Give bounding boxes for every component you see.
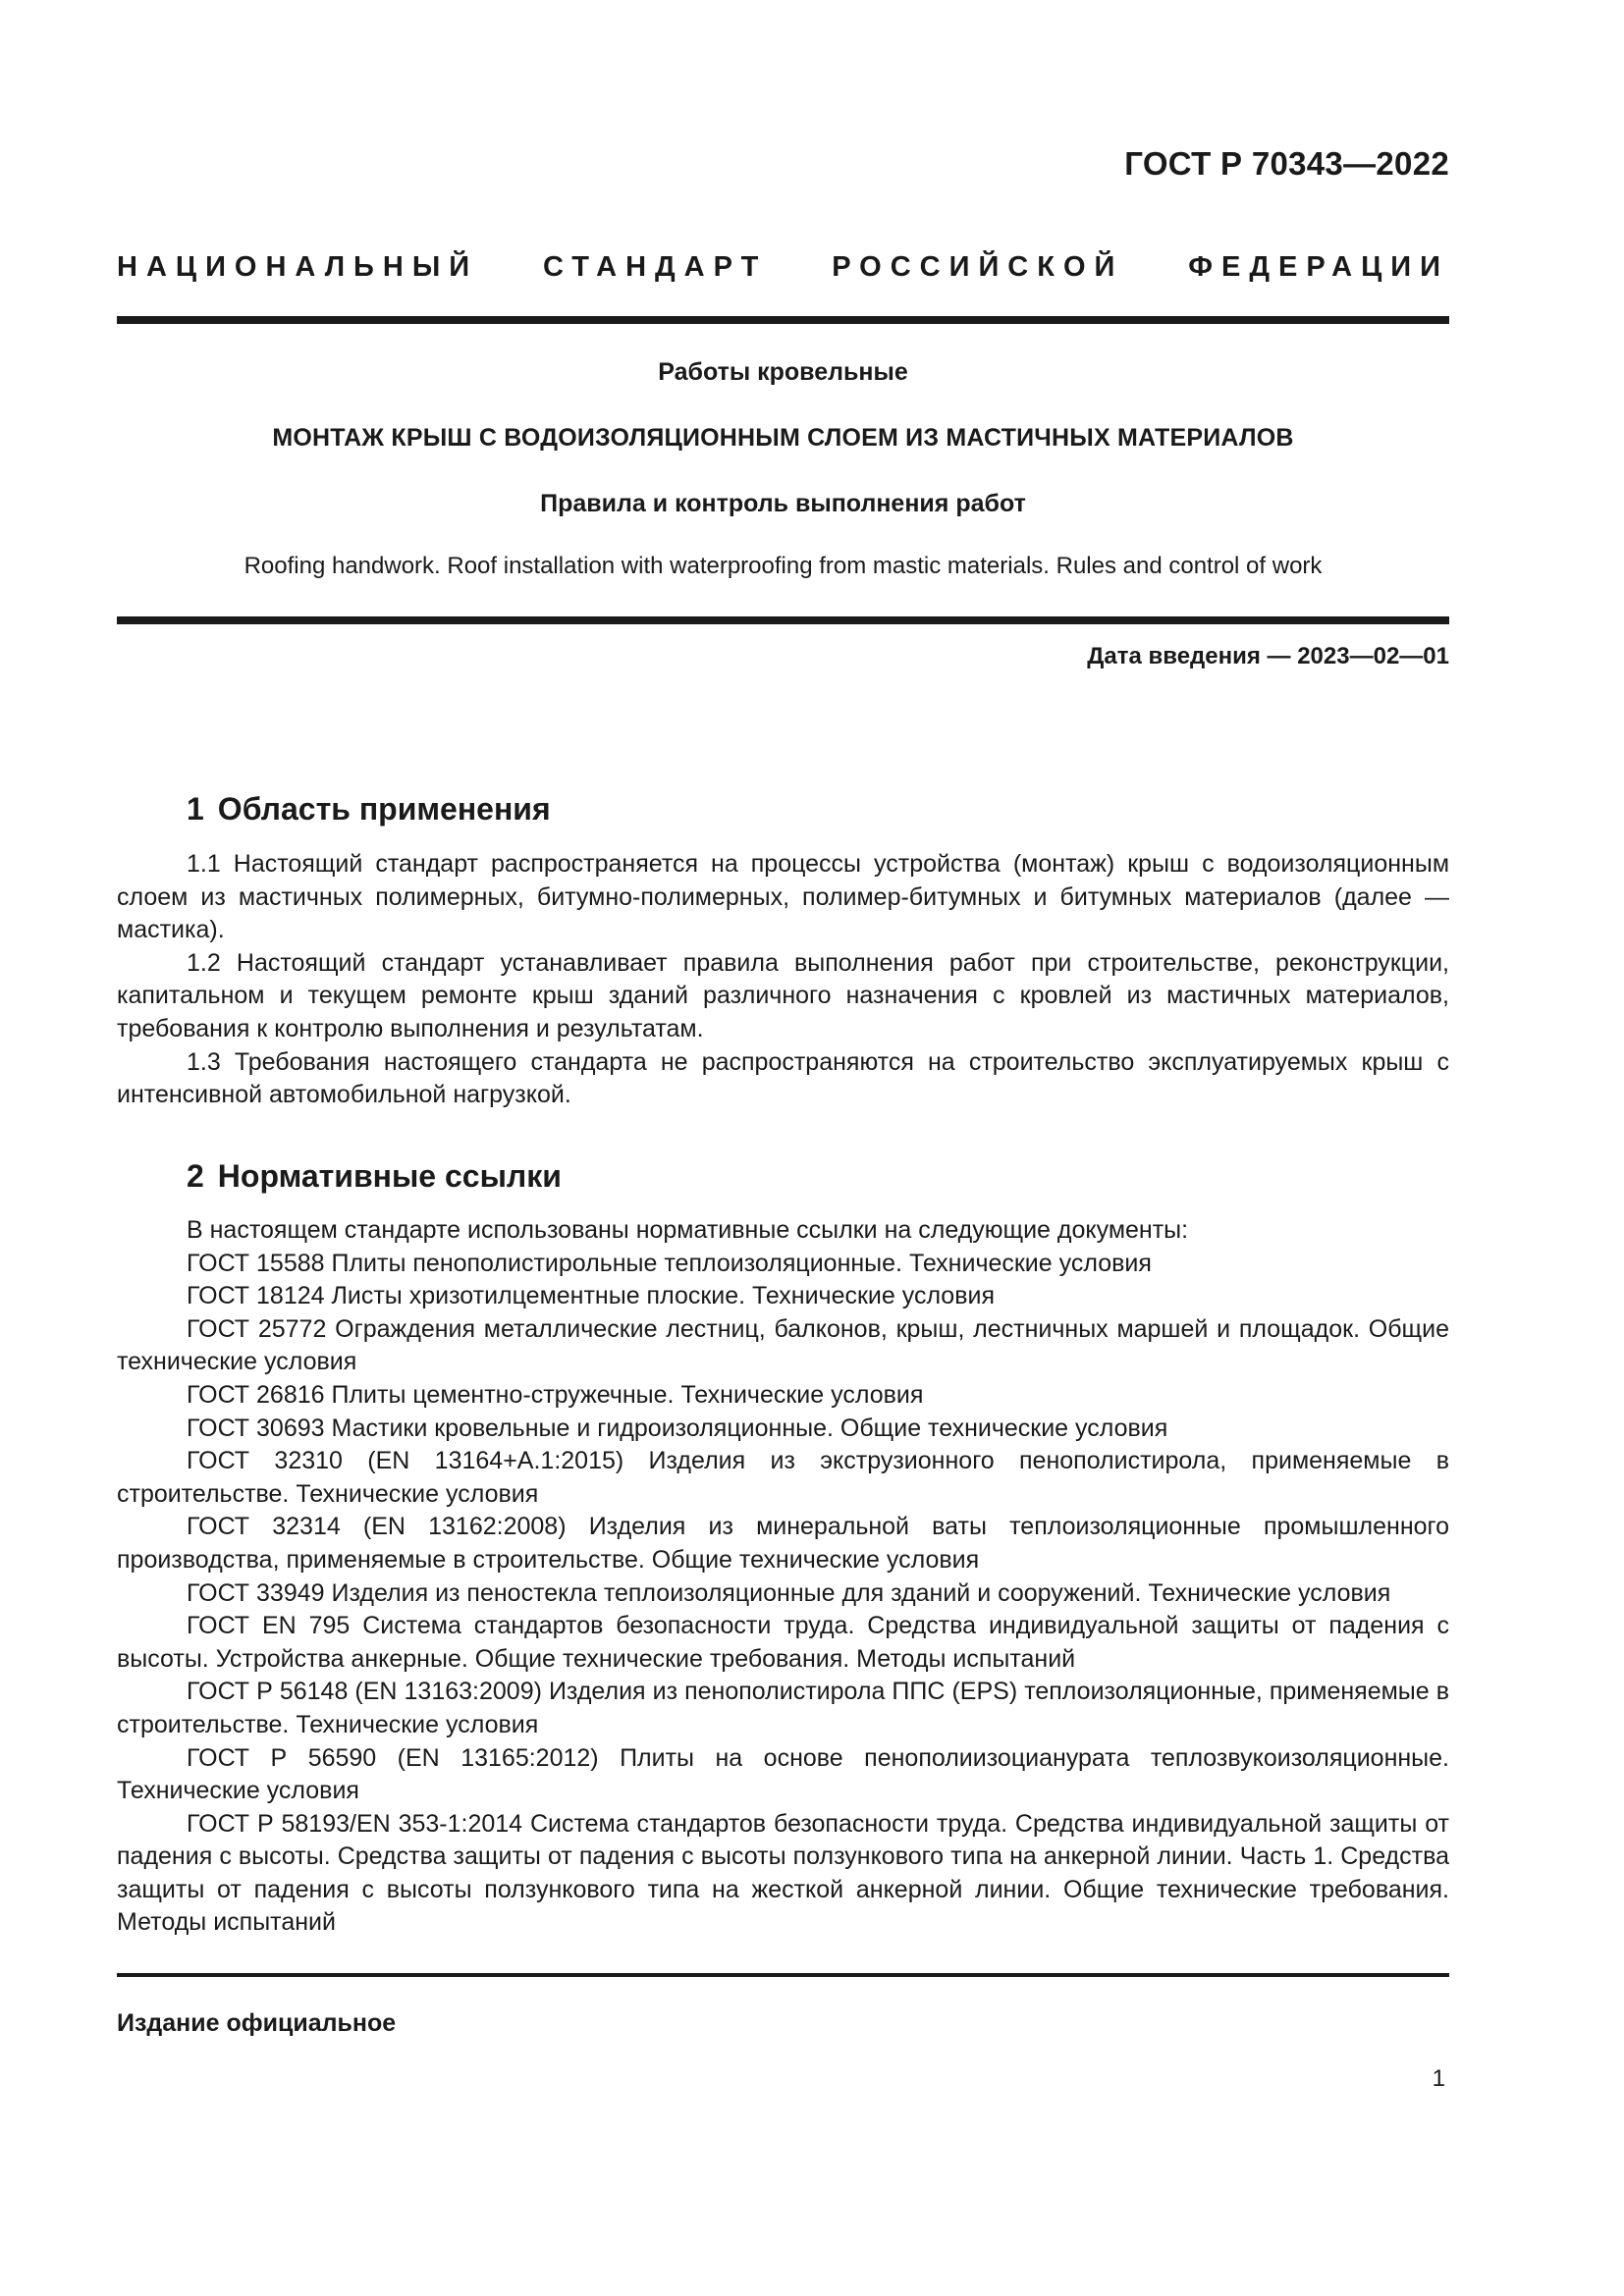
title-subtitle: Правила и контроль выполнения работ — [540, 490, 1026, 517]
footer-rule — [117, 1973, 1449, 1977]
paragraph: 1.3 Требования настоящего стандарта не распространяются на строительство эксплуатируемых крыш с интенсивной автомобильной нагрузкой. — [117, 1047, 1449, 1109]
section-2-heading — [187, 1158, 562, 1195]
paragraph: В настоящем стандарте использованы нормативные ссылки на следующие документы: — [187, 1216, 1189, 1244]
reference-item: ГОСТ 18124 Листы хризотилцементные плоские. Технические условия — [187, 1282, 995, 1310]
section-title: Область применения — [217, 791, 551, 827]
section-2-body — [117, 1214, 1449, 1940]
reference-item: ГОСТ 25772 Ограждения металлические лестниц, балконов, крыш, лестничных маршей и площадок. Общие технические условия — [117, 1314, 1449, 1376]
section-1-body — [117, 848, 1449, 1112]
title-english: Roofing handwork. Roof installation with waterproofing from mastic materials. Rules and control of work — [244, 553, 1323, 579]
national-standard-title: НАЦИОНАЛЬНЫЙ СТАНДАРТ РОССИЙСКОЙ ФЕДЕРАЦИИ — [117, 251, 1449, 283]
reference-item: ГОСТ Р 56590 (EN 13165:2012) Плиты на основе пенополиизоцианурата теплозвукоизоляционные. Технические условия — [117, 1743, 1449, 1805]
reference-item: ГОСТ 26816 Плиты цементно-стружечные. Технические условия — [187, 1380, 924, 1409]
reference-item: ГОСТ EN 795 Система стандартов безопасности труда. Средства индивидуальной защиты от падения с высоты. Устройства анкерные. Общие технические требования. Методы испытаний — [117, 1612, 1449, 1673]
section-number: 1 — [187, 791, 204, 827]
title-bottom-rule — [117, 616, 1449, 624]
reference-item: ГОСТ 32314 (EN 13162:2008) Изделия из минеральной ваты теплоизоляционные промышленного производства, применяемые в строительстве. Общие технические условия — [117, 1513, 1449, 1574]
reference-item: ГОСТ 33949 Изделия из пеностекла теплоизоляционные для зданий и сооружений. Технические условия — [187, 1578, 1391, 1607]
introduction-date: Дата введения — 2023—02—01 — [1087, 643, 1449, 669]
reference-item: ГОСТ 30693 Мастики кровельные и гидроизоляционные. Общие технические условия — [187, 1414, 1168, 1442]
reference-item: ГОСТ 15588 Плиты пенополистирольные теплоизоляционные. Технические условия — [187, 1249, 1152, 1277]
official-edition-label: Издание официальное — [117, 2009, 397, 2037]
title-category: Работы кровельные — [658, 358, 908, 386]
section-title: Нормативные ссылки — [217, 1158, 562, 1194]
gost-id: ГОСТ Р 70343—2022 — [1124, 145, 1449, 182]
page-number: 1 — [1432, 2065, 1445, 2092]
section-1-heading — [187, 791, 551, 828]
reference-item: ГОСТ Р 58193/EN 353-1:2014 Система стандартов безопасности труда. Средства индивидуальной защиты от падения с высоты. Средства защиты от падения с высоты ползункового типа на анкерной линии. Часть 1. Средства защиты от падения с высоты ползункового типа на жесткой анкерной линии. Общие технические требования. Методы испытаний — [117, 1809, 1449, 1937]
paragraph: 1.1 Настоящий стандарт распространяется на процессы устройства (монтаж) крыш с водоизоляционным слоем из мастичных полимерных, битумно-полимерных, полимер-битумных и битумных материалов (далее — мастика). — [117, 850, 1449, 944]
title-main: МОНТАЖ КРЫШ С ВОДОИЗОЛЯЦИОННЫМ СЛОЕМ ИЗ МАСТИЧНЫХ МАТЕРИАЛОВ — [272, 424, 1294, 452]
section-number: 2 — [187, 1158, 204, 1194]
reference-item: ГОСТ 32310 (EN 13164+A.1:2015) Изделия из экструзионного пенополистирола, применяемые в строительстве. Технические условия — [117, 1447, 1449, 1508]
top-rule — [117, 316, 1449, 324]
reference-item: ГОСТ Р 56148 (EN 13163:2009) Изделия из пенополистирола ППС (EPS) теплоизоляционные, применяемые в строительстве. Технические условия — [117, 1678, 1449, 1738]
paragraph: 1.2 Настоящий стандарт устанавливает правила выполнения работ при строительстве, реконструкции, капитальном и текущем ремонте крыш зданий различного назначения с кровлей из мастичных материалов, требования к контролю выполнения и результатам. — [117, 948, 1449, 1042]
